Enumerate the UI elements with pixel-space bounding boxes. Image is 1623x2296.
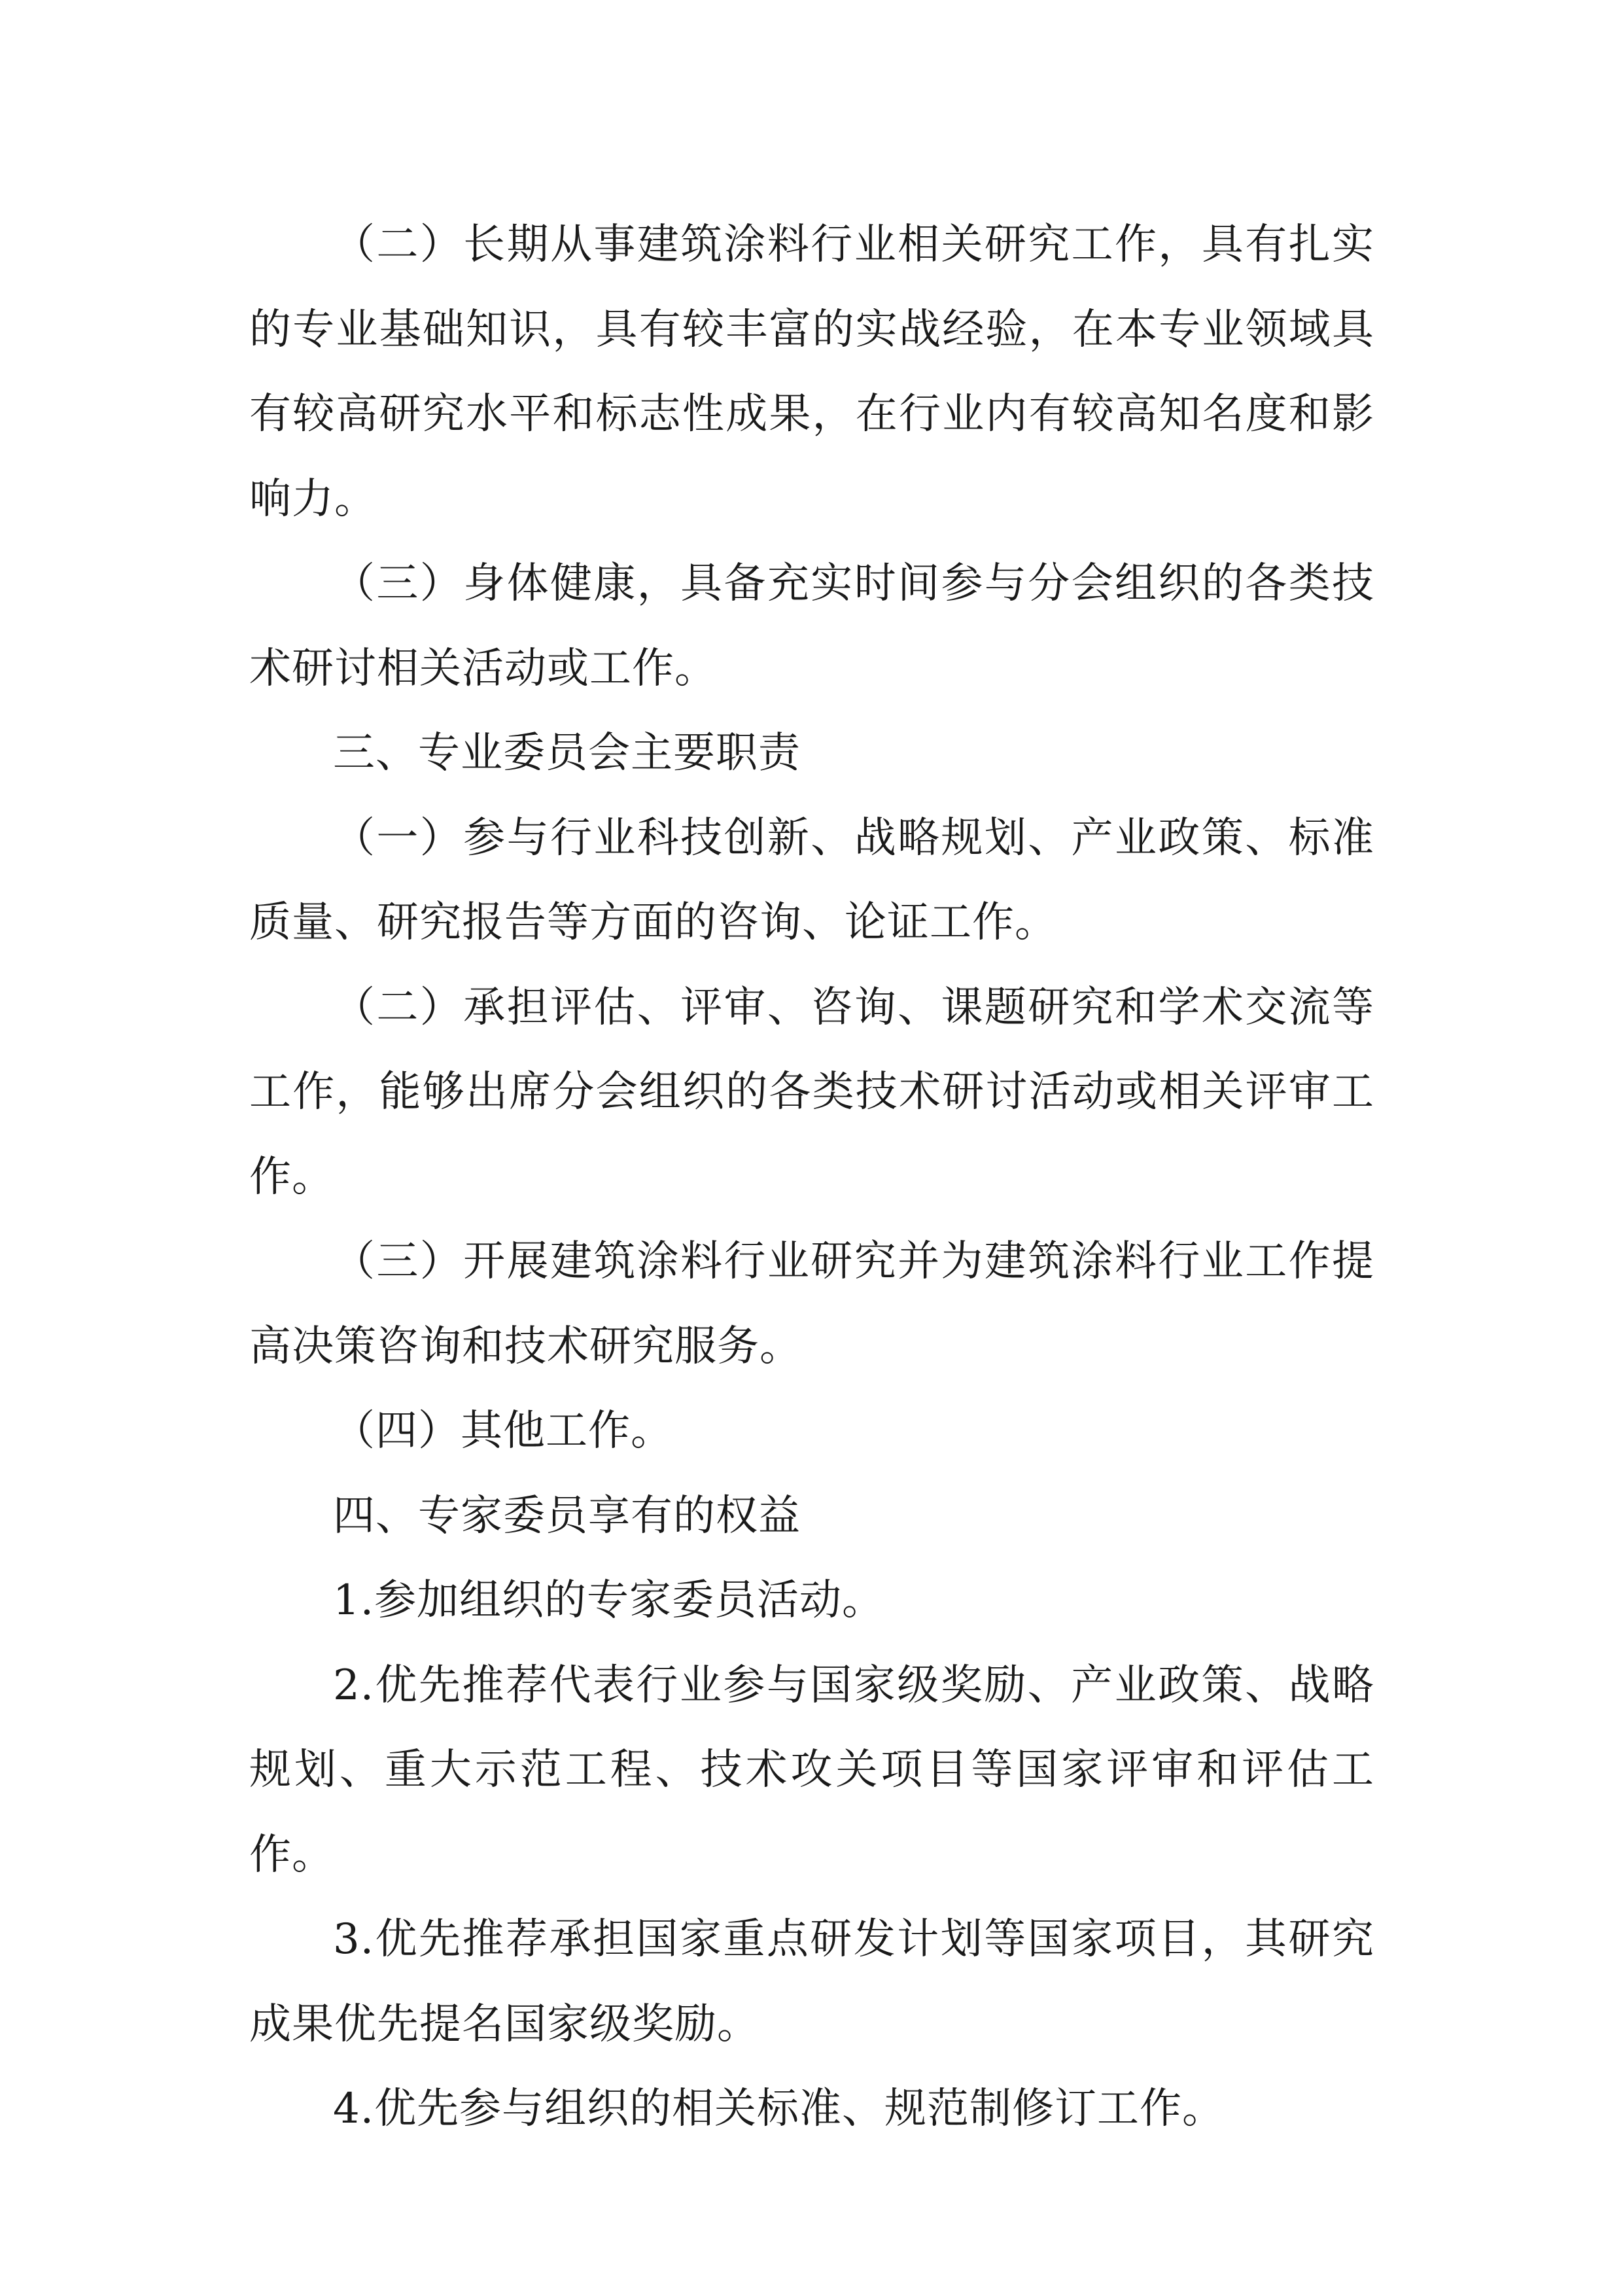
document-body bbox=[249, 203, 1374, 2152]
paragraph-duty-1: （一）参与行业科技创新、战略规划、产业政策、标准质量、研究报告等方面的咨询、论证工作。 bbox=[249, 813, 1374, 947]
paragraph-qualification-3: （三）身体健康，具备充实时间参与分会组织的各类技术研讨相关活动或工作。 bbox=[249, 559, 1374, 693]
paragraph-right-2: 2.优先推荐代表行业参与国家级奖励、产业政策、战略规划、重大示范工程、技术攻关项目等国家评审和评估工作。 bbox=[249, 1661, 1374, 1879]
paragraph-right-1: 1.参加组织的专家委员活动。 bbox=[333, 1576, 885, 1625]
paragraph-duty-2: （二）承担评估、评审、咨询、课题研究和学术交流等工作，能够出席分会组织的各类技术研讨活动或相关评审工作。 bbox=[249, 983, 1374, 1201]
section-heading-duties: 三、专业委员会主要职责 bbox=[333, 729, 801, 777]
paragraph-right-3: 3.优先推荐承担国家重点研发计划等国家项目，其研究成果优先提名国家级奖励。 bbox=[249, 1915, 1374, 2049]
paragraph-right-4: 4.优先参与组织的相关标准、规范制修订工作。 bbox=[333, 2085, 1225, 2133]
paragraph-duty-3: （三）开展建筑涂料行业研究并为建筑涂料行业工作提高决策咨询和技术研究服务。 bbox=[249, 1237, 1374, 1371]
section-heading-rights: 四、专家委员享有的权益 bbox=[333, 1491, 801, 1540]
paragraph-duty-4: （四）其他工作。 bbox=[333, 1407, 673, 1455]
paragraph-qualification-2: （二）长期从事建筑涂料行业相关研究工作，具有扎实的专业基础知识，具有较丰富的实战经验，在本专业领域具有较高研究水平和标志性成果，在行业内有较高知名度和影响力。 bbox=[249, 221, 1374, 523]
